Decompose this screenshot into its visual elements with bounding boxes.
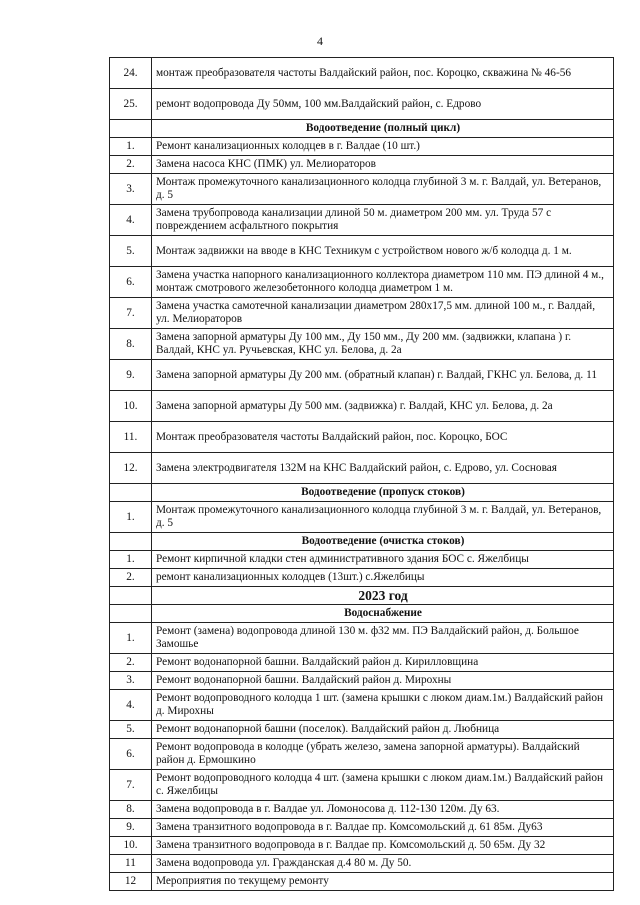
- work-description: Замена водопровода ул. Гражданская д.4 80 м. Ду 50.: [152, 855, 614, 873]
- row-number: 24.: [110, 58, 152, 89]
- section-title: Водоотведение (пропуск стоков): [152, 484, 614, 502]
- table-row: [110, 551, 614, 569]
- work-description: Ремонт водонапорной башни (поселок). Валдайский район д. Любница: [152, 721, 614, 739]
- row-number: 2.: [110, 156, 152, 174]
- table-row: [110, 236, 614, 267]
- work-description: Ремонт водонапорной башни. Валдайский район д. Кирилловщина: [152, 654, 614, 672]
- year-header-row: [110, 587, 614, 605]
- table-row: [110, 89, 614, 120]
- table-row: [110, 298, 614, 329]
- row-number: [110, 484, 152, 502]
- row-number: 11.: [110, 422, 152, 453]
- table-row: [110, 360, 614, 391]
- row-number: 2.: [110, 654, 152, 672]
- row-number: 9.: [110, 819, 152, 837]
- table-row: [110, 502, 614, 533]
- table-row: [110, 819, 614, 837]
- page-number: 4: [317, 34, 323, 48]
- work-description: Замена участка самотечной канализации диаметром 280х17,5 мм. длиной 100 м., г. Валдай, ул. Мелиораторов: [152, 298, 614, 329]
- row-number: 1.: [110, 138, 152, 156]
- row-number: 9.: [110, 360, 152, 391]
- table-row: [110, 855, 614, 873]
- table-row: [110, 329, 614, 360]
- table-row: [110, 138, 614, 156]
- table-row: [110, 156, 614, 174]
- table-row: [110, 623, 614, 654]
- work-description: ремонт водопровода Ду 50мм, 100 мм.Валдайский район, с. Едрово: [152, 89, 614, 120]
- row-number: 1.: [110, 551, 152, 569]
- row-number: 4.: [110, 205, 152, 236]
- work-description: Ремонт водопроводного колодца 4 шт. (замена крышки с люком диам.1м.) Валдайский район с. Яжелбицы: [152, 770, 614, 801]
- row-number: 3.: [110, 672, 152, 690]
- table-row: [110, 422, 614, 453]
- section-header-row: [110, 533, 614, 551]
- work-description: Ремонт канализационных колодцев в г. Валдае (10 шт.): [152, 138, 614, 156]
- row-number: 1.: [110, 623, 152, 654]
- row-number: 8.: [110, 329, 152, 360]
- work-description: Замена участка напорного канализационного коллектора диаметром 110 мм. ПЭ длиной 4 м., монтаж смотрового железобетонного колодца диаметром 1 м.: [152, 267, 614, 298]
- table-row: [110, 267, 614, 298]
- row-number: 2.: [110, 569, 152, 587]
- table-row: [110, 690, 614, 721]
- section-title: Водоотведение (очистка стоков): [152, 533, 614, 551]
- section-title: Водоснабжение: [152, 605, 614, 623]
- section-header-row: [110, 120, 614, 138]
- table-row: [110, 770, 614, 801]
- work-description: Замена транзитного водопровода в г. Валдае пр. Комсомольский д. 50 65м. Ду 32: [152, 837, 614, 855]
- row-number: 1.: [110, 502, 152, 533]
- row-number: [110, 605, 152, 623]
- work-description: Замена водопровода в г. Валдае ул. Ломоносова д. 112-130 120м. Ду 63.: [152, 801, 614, 819]
- table-row: [110, 654, 614, 672]
- work-description: Монтаж промежуточного канализационного колодца глубиной 3 м. г. Валдай, ул. Ветеранов, д. 5: [152, 502, 614, 533]
- row-number: 10.: [110, 837, 152, 855]
- works-table-body: [110, 58, 614, 891]
- row-number: [110, 587, 152, 605]
- work-description: монтаж преобразователя частоты Валдайский район, пос. Короцко, скважина № 46-56: [152, 58, 614, 89]
- section-header-row: [110, 605, 614, 623]
- work-description: Ремонт (замена) водопровода длиной 130 м. ф32 мм. ПЭ Валдайский район, д. Большое Замошье: [152, 623, 614, 654]
- work-description: Замена электродвигателя 132М на КНС Валдайский район, с. Едрово, ул. Сосновая: [152, 453, 614, 484]
- work-description: Монтаж промежуточного канализационного колодца глубиной 3 м. г. Валдай, ул. Ветеранов, д. 5: [152, 174, 614, 205]
- row-number: 5.: [110, 721, 152, 739]
- work-description: Ремонт водопровода в колодце (убрать железо, замена запорной арматуры). Валдайский район д. Ермошкино: [152, 739, 614, 770]
- row-number: 4.: [110, 690, 152, 721]
- table-row: [110, 58, 614, 89]
- section-title: Водоотведение (полный цикл): [152, 120, 614, 138]
- row-number: 8.: [110, 801, 152, 819]
- row-number: 7.: [110, 770, 152, 801]
- work-description: Ремонт водонапорной башни. Валдайский район д. Мирохны: [152, 672, 614, 690]
- table-row: [110, 569, 614, 587]
- work-description: Замена трубопровода канализации длиной 50 м. диаметром 200 мм. ул. Труда 57 с повреждением асфальтного покрытия: [152, 205, 614, 236]
- work-description: Ремонт кирпичной кладки стен административного здания БОС с. Яжелбицы: [152, 551, 614, 569]
- table-row: [110, 174, 614, 205]
- year-title: 2023 год: [152, 587, 614, 605]
- table-row: [110, 721, 614, 739]
- row-number: 6.: [110, 739, 152, 770]
- work-description: Ремонт водопроводного колодца 1 шт. (замена крышки с люком диам.1м.) Валдайский район д. Мирохны: [152, 690, 614, 721]
- table-row: [110, 873, 614, 891]
- work-description: Замена транзитного водопровода в г. Валдае пр. Комсомольский д. 61 85м. Ду63: [152, 819, 614, 837]
- row-number: 12: [110, 873, 152, 891]
- work-description: Монтаж преобразователя частоты Валдайский район, пос. Короцко, БОС: [152, 422, 614, 453]
- row-number: 12.: [110, 453, 152, 484]
- table-row: [110, 837, 614, 855]
- table-row: [110, 391, 614, 422]
- section-header-row: [110, 484, 614, 502]
- row-number: [110, 533, 152, 551]
- work-description: Замена запорной арматуры Ду 100 мм., Ду 150 мм., Ду 200 мм. (задвижки, клапана ) г. Валдай, КНС ул. Ручьевская, КНС ул. Белова, д. 2а: [152, 329, 614, 360]
- row-number: 10.: [110, 391, 152, 422]
- work-description: Замена насоса КНС (ПМК) ул. Мелиораторов: [152, 156, 614, 174]
- row-number: 5.: [110, 236, 152, 267]
- row-number: 6.: [110, 267, 152, 298]
- row-number: 7.: [110, 298, 152, 329]
- table-row: [110, 205, 614, 236]
- work-description: Замена запорной арматуры Ду 500 мм. (задвижка) г. Валдай, КНС ул. Белова, д. 2а: [152, 391, 614, 422]
- table-row: [110, 453, 614, 484]
- work-description: Замена запорной арматуры Ду 200 мм. (обратный клапан) г. Валдай, ГКНС ул. Белова, д. 11: [152, 360, 614, 391]
- row-number: 3.: [110, 174, 152, 205]
- table-row: [110, 801, 614, 819]
- table-row: [110, 672, 614, 690]
- work-description: Монтаж задвижки на вводе в КНС Техникум с устройством нового ж/б колодца д. 1 м.: [152, 236, 614, 267]
- work-description: ремонт канализационных колодцев (13шт.) с.Яжелбицы: [152, 569, 614, 587]
- row-number: 11: [110, 855, 152, 873]
- works-table: [109, 57, 614, 891]
- table-row: [110, 739, 614, 770]
- work-description: Мероприятия по текущему ремонту: [152, 873, 614, 891]
- row-number: [110, 120, 152, 138]
- row-number: 25.: [110, 89, 152, 120]
